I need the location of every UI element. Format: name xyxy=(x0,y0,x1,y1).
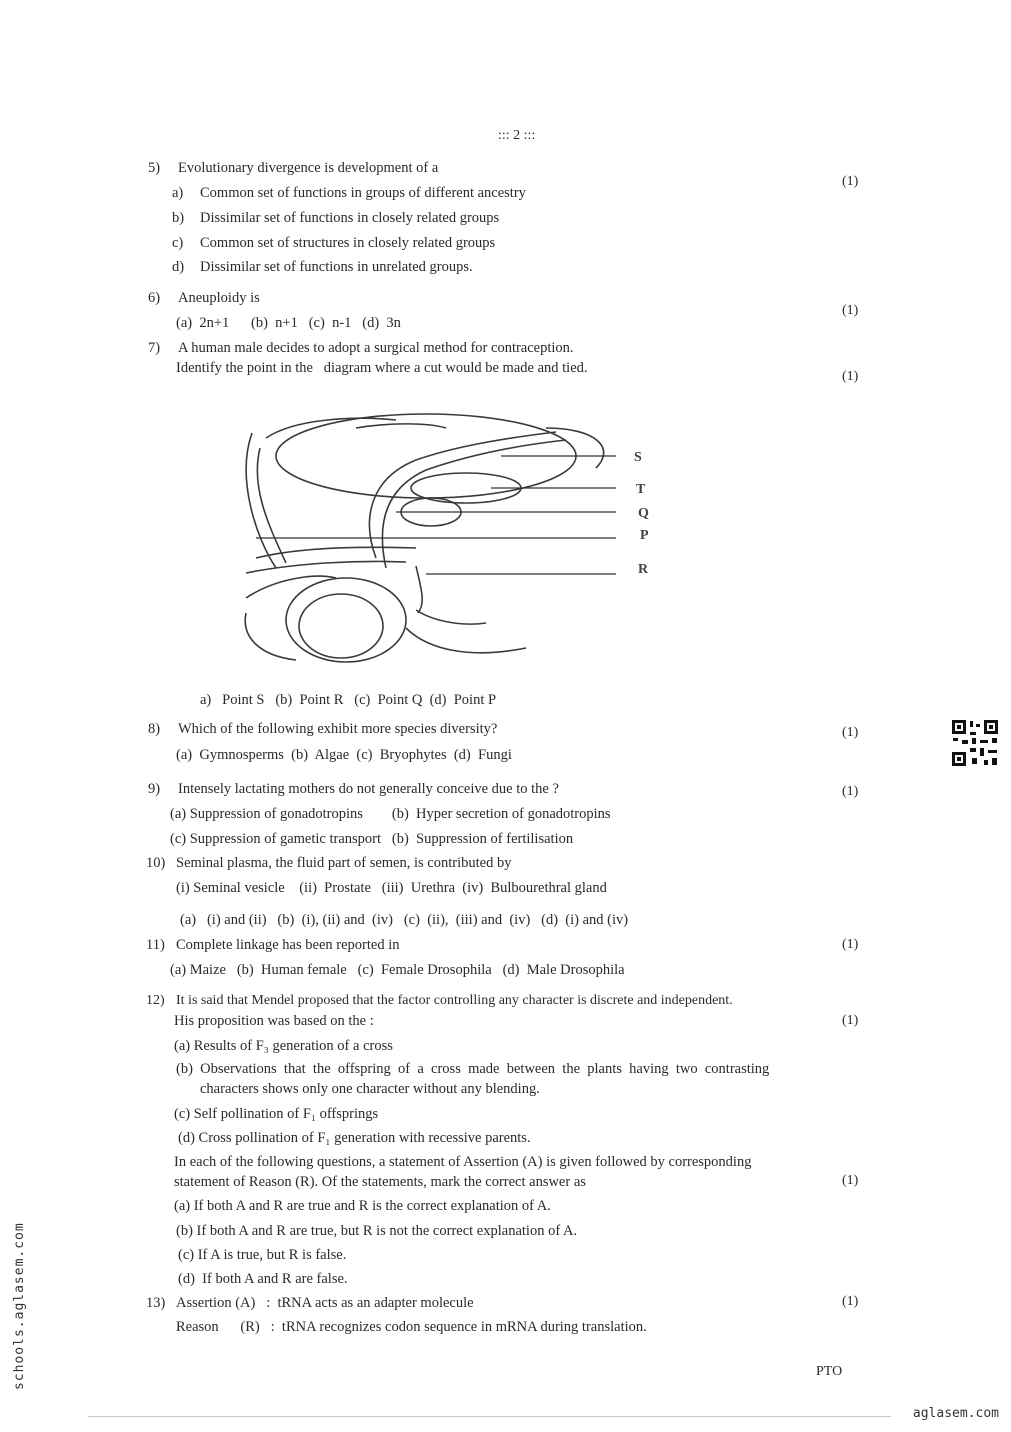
question-8 xyxy=(148,721,497,738)
side-watermark: schools.aglasem.com xyxy=(12,1222,27,1390)
assertion-option-b: (b) If both A and R are true, but R is not the correct explanation of A. xyxy=(176,1223,578,1239)
question-text: Intensely lactating mothers do not generally conceive due to the ? xyxy=(178,781,559,797)
marks-q13: (1) xyxy=(842,1294,859,1309)
question-number: 10) xyxy=(146,855,166,871)
option-12b-line1: (b) Observations that the offspring of a cross made between the plants having two contrasting xyxy=(176,1061,770,1077)
marks-q11: (1) xyxy=(842,937,859,952)
testis-shape xyxy=(286,578,406,662)
assertion-text: Assertion (A) : tRNA acts as an adapter molecule xyxy=(176,1295,474,1311)
option-b: b) Dissimilar set of functions in closely related groups xyxy=(172,210,500,226)
site-url[interactable]: aglasem.com xyxy=(912,1406,999,1421)
question-11 xyxy=(146,937,399,954)
option-c: c) Common set of structures in closely related groups xyxy=(172,235,496,251)
question-9 xyxy=(148,781,559,798)
pto-label: PTO xyxy=(816,1364,843,1379)
options-q10: (a) (i) and (ii) (b) (i), (ii) and (iv) (c) (ii), (iii) and (iv) (d) (i) and (iv) xyxy=(180,912,629,928)
vas-deferens-shape xyxy=(369,432,556,558)
bottom-rule xyxy=(88,1416,891,1417)
question-10 xyxy=(146,855,511,872)
question-text: A human male decides to adopt a surgical method for contraception. xyxy=(178,340,574,356)
question-number: 8) xyxy=(148,721,161,737)
marks-assertion: (1) xyxy=(842,1173,859,1188)
options-q9-line2: (c) Suppression of gametic transport (b) Suppression of fertilisation xyxy=(170,831,574,847)
option-d: d) Dissimilar set of functions in unrelated groups. xyxy=(172,259,473,275)
option-12a: (a) Results of F₃ generation of a cross xyxy=(174,1038,393,1054)
qr-code xyxy=(950,718,1000,768)
male-reproductive-diagram xyxy=(236,398,676,670)
marks-q12: (1) xyxy=(842,1013,859,1028)
marks-q5: (1) xyxy=(842,174,859,189)
question-13 xyxy=(146,1295,474,1312)
question-number: 5) xyxy=(148,160,161,176)
option-a: a) Common set of functions in groups of different ancestry xyxy=(172,185,526,201)
epididymis-shape xyxy=(299,594,383,658)
question-text: Complete linkage has been reported in xyxy=(176,937,400,953)
options-q6: (a) 2n+1 (b) n+1 (c) n-1 (d) 3n xyxy=(176,315,401,331)
assertion-intro-line1: In each of the following questions, a statement of Assertion (A) is given followed by corresponding xyxy=(174,1154,752,1170)
qr-code-graphic xyxy=(950,718,1000,768)
question-text: Seminal plasma, the fluid part of semen, is contributed by xyxy=(176,855,512,871)
assertion-option-a: (a) If both A and R are true and R is the correct explanation of A. xyxy=(174,1198,551,1214)
question-text: Aneuploidy is xyxy=(178,290,260,306)
question-number: 7) xyxy=(148,340,161,356)
label-s: S xyxy=(634,450,642,465)
question-7 xyxy=(148,340,574,357)
question-number: 12) xyxy=(146,993,165,1008)
marks-q8: (1) xyxy=(842,725,859,740)
marks-q7: (1) xyxy=(842,369,859,384)
question-number: 6) xyxy=(148,290,161,306)
option-12d: (d) Cross pollination of F₁ generation with recessive parents. xyxy=(178,1130,531,1146)
question-text: It is said that Mendel proposed that the factor controlling any character is discrete and independent. xyxy=(176,993,733,1008)
label-p: P xyxy=(640,528,649,543)
assertion-option-c: (c) If A is true, but R is false. xyxy=(178,1247,347,1263)
label-t: T xyxy=(636,482,646,497)
question-number: 11) xyxy=(146,937,165,953)
options-q11: (a) Maize (b) Human female (c) Female Drosophila (d) Male Drosophila xyxy=(170,962,625,978)
assertion-intro-line2: statement of Reason (R). Of the statements, mark the correct answer as xyxy=(174,1174,586,1190)
question-text: Evolutionary divergence is development of a xyxy=(178,160,439,176)
diagram-drawing xyxy=(236,398,676,670)
items-q10: (i) Seminal vesicle (ii) Prostate (iii) Urethra (iv) Bulbourethral gland xyxy=(176,880,607,896)
question-number: 9) xyxy=(148,781,161,797)
options-q7: a) Point S (b) Point R (c) Point Q (d) Point P xyxy=(200,692,497,708)
marks-q6: (1) xyxy=(842,303,859,318)
reason-text: Reason (R) : tRNA recognizes codon sequence in mRNA during translation. xyxy=(176,1319,647,1335)
question-text: Which of the following exhibit more species diversity? xyxy=(178,721,498,737)
question-text-line2: Identify the point in the diagram where a cut would be made and tied. xyxy=(176,360,588,376)
option-12c: (c) Self pollination of F₁ offsprings xyxy=(174,1106,379,1122)
label-r: R xyxy=(638,562,649,577)
options-q9-line1: (a) Suppression of gonadotropins (b) Hyper secretion of gonadotropins xyxy=(170,806,611,822)
marks-q9: (1) xyxy=(842,784,859,799)
option-12b-line2: characters shows only one character without any blending. xyxy=(200,1081,540,1097)
question-12-line2: His proposition was based on the : xyxy=(174,1013,374,1029)
question-5 xyxy=(148,160,438,177)
options-q8: (a) Gymnosperms (b) Algae (c) Bryophytes (d) Fungi xyxy=(176,747,512,763)
question-6 xyxy=(148,290,260,307)
assertion-option-d: (d) If both A and R are false. xyxy=(178,1271,348,1287)
question-12 xyxy=(146,993,733,1009)
label-q: Q xyxy=(638,506,649,521)
question-number: 13) xyxy=(146,1295,166,1311)
page-header: ::: 2 ::: xyxy=(498,128,536,143)
